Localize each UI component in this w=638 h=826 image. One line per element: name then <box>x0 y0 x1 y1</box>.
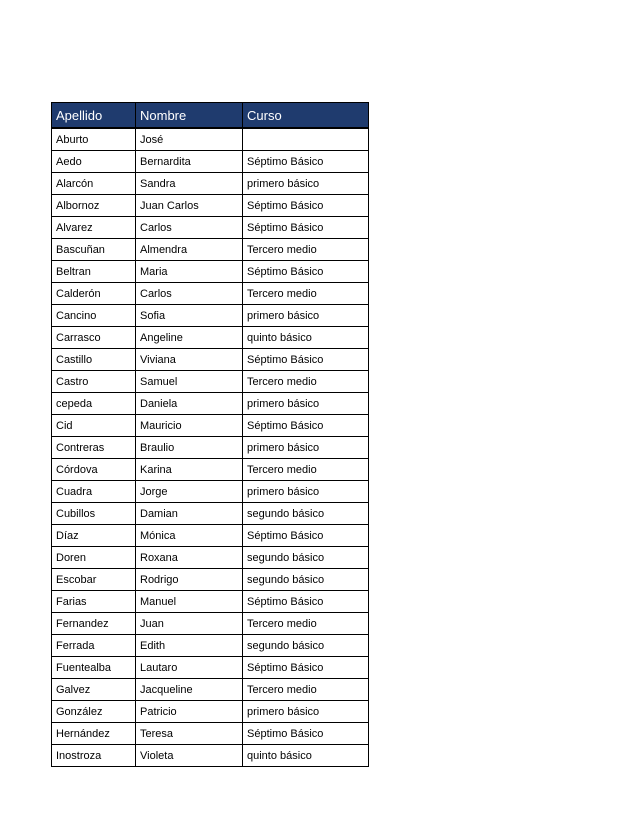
table-row <box>52 393 369 415</box>
nombre-cell: Almendra <box>136 239 243 261</box>
table-row <box>52 547 369 569</box>
nombre-cell: Mónica <box>136 525 243 547</box>
nombre-cell: Edith <box>136 635 243 657</box>
apellido-cell: Carrasco <box>52 327 136 349</box>
nombre-cell: Sofia <box>136 305 243 327</box>
table-row <box>52 459 369 481</box>
apellido-cell: Aburto <box>52 128 136 151</box>
nombre-cell: Juan Carlos <box>136 195 243 217</box>
curso-cell: segundo básico <box>243 569 369 591</box>
apellido-cell: Alvarez <box>52 217 136 239</box>
table-row <box>52 657 369 679</box>
curso-cell: Séptimo Básico <box>243 415 369 437</box>
curso-cell: Séptimo Básico <box>243 195 369 217</box>
table-row <box>52 128 369 151</box>
apellido-cell: Contreras <box>52 437 136 459</box>
curso-cell: primero básico <box>243 393 369 415</box>
curso-cell: primero básico <box>243 481 369 503</box>
apellido-cell: Cubillos <box>52 503 136 525</box>
nombre-cell: Lautaro <box>136 657 243 679</box>
apellido-cell: Doren <box>52 547 136 569</box>
curso-cell: Séptimo Básico <box>243 525 369 547</box>
curso-cell: quinto básico <box>243 327 369 349</box>
nombre-cell: Manuel <box>136 591 243 613</box>
nombre-cell: Maria <box>136 261 243 283</box>
nombre-cell: Rodrigo <box>136 569 243 591</box>
apellido-cell: Castro <box>52 371 136 393</box>
table-row <box>52 239 369 261</box>
curso-cell: Séptimo Básico <box>243 349 369 371</box>
table-row <box>52 327 369 349</box>
apellido-cell: Aedo <box>52 151 136 173</box>
apellido-cell: Calderón <box>52 283 136 305</box>
curso-cell: primero básico <box>243 305 369 327</box>
curso-cell: Séptimo Básico <box>243 723 369 745</box>
student-table <box>51 102 369 767</box>
nombre-cell: Teresa <box>136 723 243 745</box>
apellido-cell: Córdova <box>52 459 136 481</box>
curso-cell: Séptimo Básico <box>243 261 369 283</box>
apellido-cell: Escobar <box>52 569 136 591</box>
nombre-cell: Viviana <box>136 349 243 371</box>
curso-cell: primero básico <box>243 173 369 195</box>
table-header <box>52 103 369 129</box>
apellido-cell: Hernández <box>52 723 136 745</box>
nombre-cell: José <box>136 128 243 151</box>
apellido-cell: Albornoz <box>52 195 136 217</box>
column-header-apellido: Apellido <box>52 103 136 129</box>
curso-cell: primero básico <box>243 437 369 459</box>
apellido-cell: Galvez <box>52 679 136 701</box>
apellido-cell: cepeda <box>52 393 136 415</box>
table-row <box>52 371 369 393</box>
apellido-cell: Beltran <box>52 261 136 283</box>
apellido-cell: Alarcón <box>52 173 136 195</box>
table-row <box>52 679 369 701</box>
curso-cell: quinto básico <box>243 745 369 767</box>
apellido-cell: Díaz <box>52 525 136 547</box>
apellido-cell: Fuentealba <box>52 657 136 679</box>
table-row <box>52 481 369 503</box>
curso-cell: Tercero medio <box>243 679 369 701</box>
apellido-cell: Cancino <box>52 305 136 327</box>
nombre-cell: Jorge <box>136 481 243 503</box>
nombre-cell: Daniela <box>136 393 243 415</box>
table-row <box>52 723 369 745</box>
table-row <box>52 283 369 305</box>
nombre-cell: Braulio <box>136 437 243 459</box>
nombre-cell: Jacqueline <box>136 679 243 701</box>
table-row <box>52 415 369 437</box>
nombre-cell: Mauricio <box>136 415 243 437</box>
column-header-nombre: Nombre <box>136 103 243 129</box>
table-row <box>52 217 369 239</box>
table-row <box>52 591 369 613</box>
table-row <box>52 613 369 635</box>
table-row <box>52 635 369 657</box>
nombre-cell: Carlos <box>136 217 243 239</box>
table-row <box>52 151 369 173</box>
curso-cell: Séptimo Básico <box>243 591 369 613</box>
apellido-cell: Castillo <box>52 349 136 371</box>
nombre-cell: Bernardita <box>136 151 243 173</box>
apellido-cell: Ferrada <box>52 635 136 657</box>
curso-cell <box>243 128 369 151</box>
curso-cell: primero básico <box>243 701 369 723</box>
nombre-cell: Karina <box>136 459 243 481</box>
apellido-cell: González <box>52 701 136 723</box>
table-body <box>52 128 369 767</box>
apellido-cell: Farias <box>52 591 136 613</box>
apellido-cell: Cuadra <box>52 481 136 503</box>
curso-cell: segundo básico <box>243 547 369 569</box>
table-row <box>52 305 369 327</box>
table-row <box>52 173 369 195</box>
curso-cell: Tercero medio <box>243 459 369 481</box>
curso-cell: Tercero medio <box>243 613 369 635</box>
nombre-cell: Patricio <box>136 701 243 723</box>
curso-cell: Tercero medio <box>243 371 369 393</box>
curso-cell: Séptimo Básico <box>243 217 369 239</box>
curso-cell: segundo básico <box>243 635 369 657</box>
column-header-curso: Curso <box>243 103 369 129</box>
curso-cell: segundo básico <box>243 503 369 525</box>
nombre-cell: Carlos <box>136 283 243 305</box>
table-row <box>52 569 369 591</box>
apellido-cell: Fernandez <box>52 613 136 635</box>
nombre-cell: Roxana <box>136 547 243 569</box>
curso-cell: Tercero medio <box>243 239 369 261</box>
curso-cell: Séptimo Básico <box>243 657 369 679</box>
curso-cell: Tercero medio <box>243 283 369 305</box>
nombre-cell: Damian <box>136 503 243 525</box>
table-row <box>52 261 369 283</box>
table-row <box>52 437 369 459</box>
header-row <box>52 103 369 129</box>
nombre-cell: Juan <box>136 613 243 635</box>
nombre-cell: Sandra <box>136 173 243 195</box>
table-row <box>52 525 369 547</box>
table-row <box>52 349 369 371</box>
table-row <box>52 195 369 217</box>
table-row <box>52 503 369 525</box>
apellido-cell: Inostroza <box>52 745 136 767</box>
table-row <box>52 745 369 767</box>
nombre-cell: Angeline <box>136 327 243 349</box>
nombre-cell: Samuel <box>136 371 243 393</box>
nombre-cell: Violeta <box>136 745 243 767</box>
apellido-cell: Bascuñan <box>52 239 136 261</box>
table-row <box>52 701 369 723</box>
apellido-cell: Cid <box>52 415 136 437</box>
curso-cell: Séptimo Básico <box>243 151 369 173</box>
